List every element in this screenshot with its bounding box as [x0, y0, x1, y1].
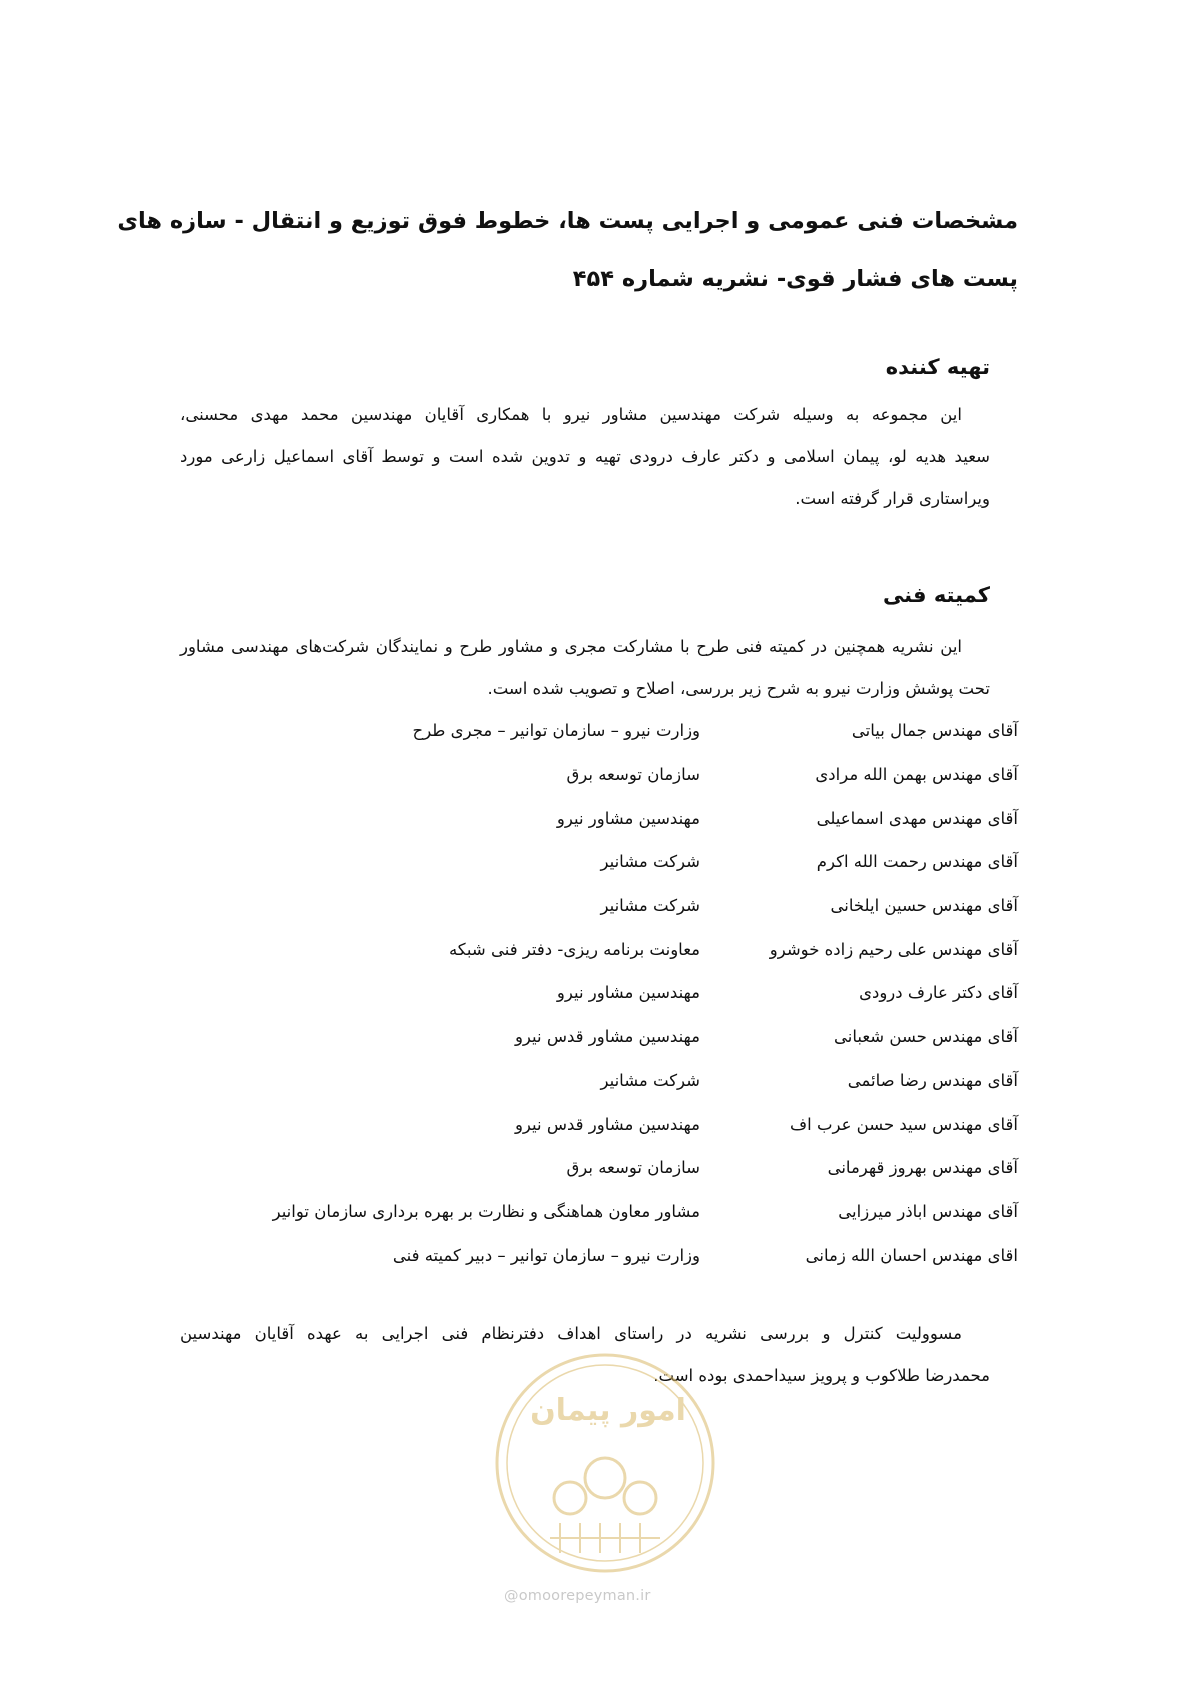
member-row	[180, 753, 1018, 797]
member-name: آقای مهندس حسین ایلخانی	[830, 896, 1018, 916]
member-organization: شرکت مشانیر	[600, 896, 700, 916]
preparer-line-2: سعید هدیه لو، پیمان اسلامی و دکتر عارف درودی تهیه و تدوین شده است و توسط آقای اسماعیل زارعی مورد	[180, 447, 990, 466]
member-name: آقای مهندس رضا صائمی	[847, 1070, 1018, 1090]
preparer-line-1: این مجموعه به وسیله شرکت مهندسین مشاور نیرو با همکاری آقایان مهندسین محمد مهدی محسنی،	[180, 405, 962, 424]
preparer-heading: تهیه کننده	[885, 355, 990, 379]
responsibility-line-2: محمدرضا طلاکوب و پرویز سیداحمدی بوده است.	[653, 1366, 990, 1385]
member-name: آقای مهندس اباذر میرزایی	[838, 1201, 1018, 1221]
member-name: آقای دکتر عارف درودی	[859, 983, 1018, 1003]
committee-heading: کمیته فنی	[882, 583, 990, 607]
member-organization: وزارت نیرو – سازمان توانیر – دبیر کمیته فنی	[392, 1245, 700, 1265]
member-name: آقای مهندس حسن شعبانی	[834, 1027, 1018, 1047]
member-name: آقای مهندس رحمت الله اکرم	[816, 852, 1018, 872]
member-organization: مهندسین مشاور قدس نیرو	[514, 1114, 700, 1134]
committee-members-list	[180, 709, 1018, 1277]
member-row	[180, 1233, 1018, 1277]
member-row	[180, 1146, 1018, 1190]
member-organization: شرکت مشانیر	[600, 1070, 700, 1090]
member-row	[180, 796, 1018, 840]
committee-line-2: تحت پوشش وزارت نیرو به شرح زیر بررسی، اصلاح و تصویب شده است.	[487, 679, 990, 698]
member-row	[180, 1190, 1018, 1234]
title-line-2: پست های فشار قوی- نشریه شماره ۴۵۴	[572, 266, 1018, 292]
member-organization: مهندسین مشاور قدس نیرو	[514, 1027, 700, 1047]
committee-paragraph	[180, 626, 1018, 710]
member-row	[180, 1102, 1018, 1146]
member-row	[180, 927, 1018, 971]
committee-line-1: این نشریه همچنین در کمیته فنی طرح با مشارکت مجری و مشاور طرح و نمایندگان شرکت‌های مهندسی مشاور	[180, 637, 962, 656]
member-row	[180, 971, 1018, 1015]
member-row	[180, 884, 1018, 928]
member-organization: مشاور معاون هماهنگی و نظارت بر بهره برداری سازمان توانیر	[272, 1201, 700, 1221]
member-organization: شرکت مشانیر	[600, 852, 700, 872]
member-organization: وزارت نیرو – سازمان توانیر – مجری طرح	[412, 721, 700, 741]
member-name: آقای مهندس علی رحیم زاده خوشرو	[769, 939, 1018, 959]
member-row	[180, 1015, 1018, 1059]
member-row	[180, 840, 1018, 884]
document-title	[117, 192, 1018, 308]
member-name: اقای مهندس احسان الله زمانی	[805, 1245, 1018, 1265]
preparer-paragraph	[180, 394, 1018, 520]
member-row	[180, 1059, 1018, 1103]
member-organization: معاونت برنامه ریزی- دفتر فنی شبکه	[448, 939, 700, 959]
member-name: آقای مهندس مهدی اسماعیلی	[816, 808, 1018, 828]
title-line-1: مشخصات فنی عمومی و اجرایی پست ها، خطوط فوق توزیع و انتقال - سازه های	[117, 208, 1018, 234]
preparer-line-3: ویراستاری قرار گرفته است.	[795, 489, 990, 508]
member-organization: مهندسین مشاور نیرو	[556, 983, 700, 1003]
svg-text:امور پیمان: امور پیمان	[530, 1393, 686, 1428]
member-row	[180, 709, 1018, 753]
member-name: آقای مهندس بهروز قهرمانی	[827, 1158, 1018, 1178]
responsibility-line-1: مسوولیت کنترل و بررسی نشریه در راستای اهداف دفترنظام فنی اجرایی به عهده آقایان مهندسین	[180, 1324, 962, 1343]
watermark-url: @omoorepeyman.ir	[504, 1588, 651, 1604]
member-organization: مهندسین مشاور نیرو	[556, 808, 700, 828]
member-name: آقای مهندس جمال بیاتی	[851, 721, 1018, 741]
member-name: آقای مهندس سید حسن عرب اف	[790, 1114, 1018, 1134]
member-organization: سازمان توسعه برق	[566, 1158, 700, 1178]
watermark-logo-icon	[490, 1348, 720, 1578]
member-organization: سازمان توسعه برق	[566, 765, 700, 785]
member-name: آقای مهندس بهمن الله مرادی	[815, 765, 1018, 785]
